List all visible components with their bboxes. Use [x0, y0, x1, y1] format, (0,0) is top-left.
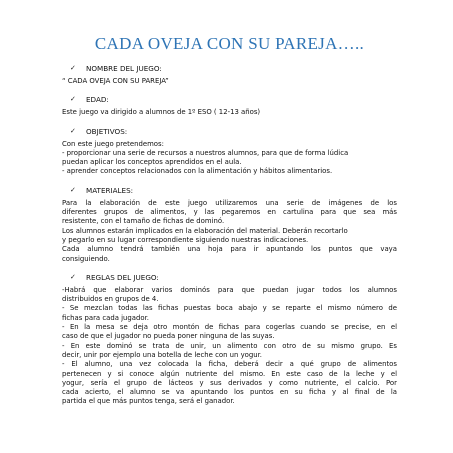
section-heading	[70, 95, 397, 104]
section-heading-text: NOMBRE DEL JUEGO:	[86, 64, 162, 73]
body-text-line: - proporcionar una serie de recursos a nuestros alumnos, para que de forma lúdica	[62, 148, 349, 157]
checkmark-icon: ✓	[70, 126, 76, 135]
body-text-line: Para la elaboración de este juego utilizaremos una serie de imágenes de los	[62, 198, 397, 207]
body-text-line: resistente, con el tamaño de fichas de dominó.	[62, 217, 225, 226]
section-3	[62, 186, 397, 264]
section-heading-text: EDAD:	[86, 95, 109, 105]
body-text-line: pertenecen y si conoce algún nutriente del mismo. En este caso de la leche y el	[62, 369, 397, 378]
section-0	[62, 64, 397, 86]
sections-container	[62, 64, 397, 407]
body-text-line: Con este juego pretendemos:	[62, 139, 164, 148]
checkmark-icon: ✓	[70, 272, 76, 281]
body-text-line: Este juego va dirigido a alumnos de 1º ESO ( 12-13 años)	[62, 108, 261, 117]
body-text-line: yogur, sería el grupo de lácteos y sus derivados y como nutriente, el calcio. Por	[62, 378, 397, 387]
body-text-line: “ CADA OVEJA CON SU PAREJA”	[62, 77, 169, 85]
body-text-line: -Habrá que elaborar varios dominós para que puedan jugar todos los alumnos	[62, 285, 397, 294]
body-text-line: diferentes grupos de alimentos, y las pegaremos en cartulina para que sea más	[62, 208, 397, 217]
body-text-line: consiguiendo.	[62, 254, 110, 263]
section-heading-text: MATERIALES:	[86, 185, 134, 195]
body-text-line: - El alumno, una vez colocada la ficha, deberá decir a qué grupo de alimentos	[62, 360, 397, 369]
section-2	[62, 127, 397, 177]
body-text-line: - Se mezclan todas las fichas puestas boca abajo y se reparte el mismo número de	[62, 304, 397, 313]
body-text-line: Los alumnos estarán implicados en la elaboración del material. Deberán recortarlo	[62, 226, 348, 235]
body-text-line: puedan aplicar los conceptos aprendidos en el aula.	[62, 158, 242, 167]
checkmark-icon: ✓	[70, 64, 76, 72]
section-heading-text: REGLAS DEL JUEGO:	[86, 272, 159, 282]
section-heading	[70, 273, 397, 282]
body-text-line: fichas para cada jugador.	[62, 313, 149, 322]
body-text-line: decir, unir por ejemplo una botella de leche con un yogur.	[62, 350, 262, 359]
section-1	[62, 95, 397, 117]
checkmark-icon: ✓	[70, 95, 76, 104]
body-text-line: cada acierto, el alumno se va apuntando los puntos en su ficha y al final de la	[62, 388, 397, 397]
body-text-line: distribuidos en grupos de 4.	[62, 295, 159, 304]
section-heading	[70, 64, 397, 73]
section-heading-text: OBJETIVOS:	[86, 126, 128, 136]
document-title: CADA OVEJA CON SU PAREJA…..	[94, 34, 365, 53]
checkmark-icon: ✓	[70, 185, 76, 194]
section-4	[62, 273, 397, 407]
section-heading	[70, 186, 397, 195]
body-text-line: partida el que más puntos tenga, será el ganador.	[62, 397, 235, 406]
body-text-line: caso de que el jugador no pueda poner ninguna de las suyas.	[62, 332, 275, 341]
body-text-line: - En la mesa se deja otro montón de fichas para cogerlas cuando se precise, en el	[62, 323, 397, 332]
body-text-line: Cada alumno tendrá también una hoja para ir apuntando los puntos que vaya	[62, 245, 397, 254]
body-text-line: y pegarlo en su lugar correspondiente siguiendo nuestras indicaciones.	[62, 235, 309, 244]
body-text-line: - En este dominó se trata de unir, un alimento con otro de su mismo grupo. Es	[62, 341, 397, 350]
body-text-line: - aprender conceptos relacionados con la alimentación y hábitos alimentarios.	[62, 167, 333, 176]
section-heading	[70, 127, 397, 136]
